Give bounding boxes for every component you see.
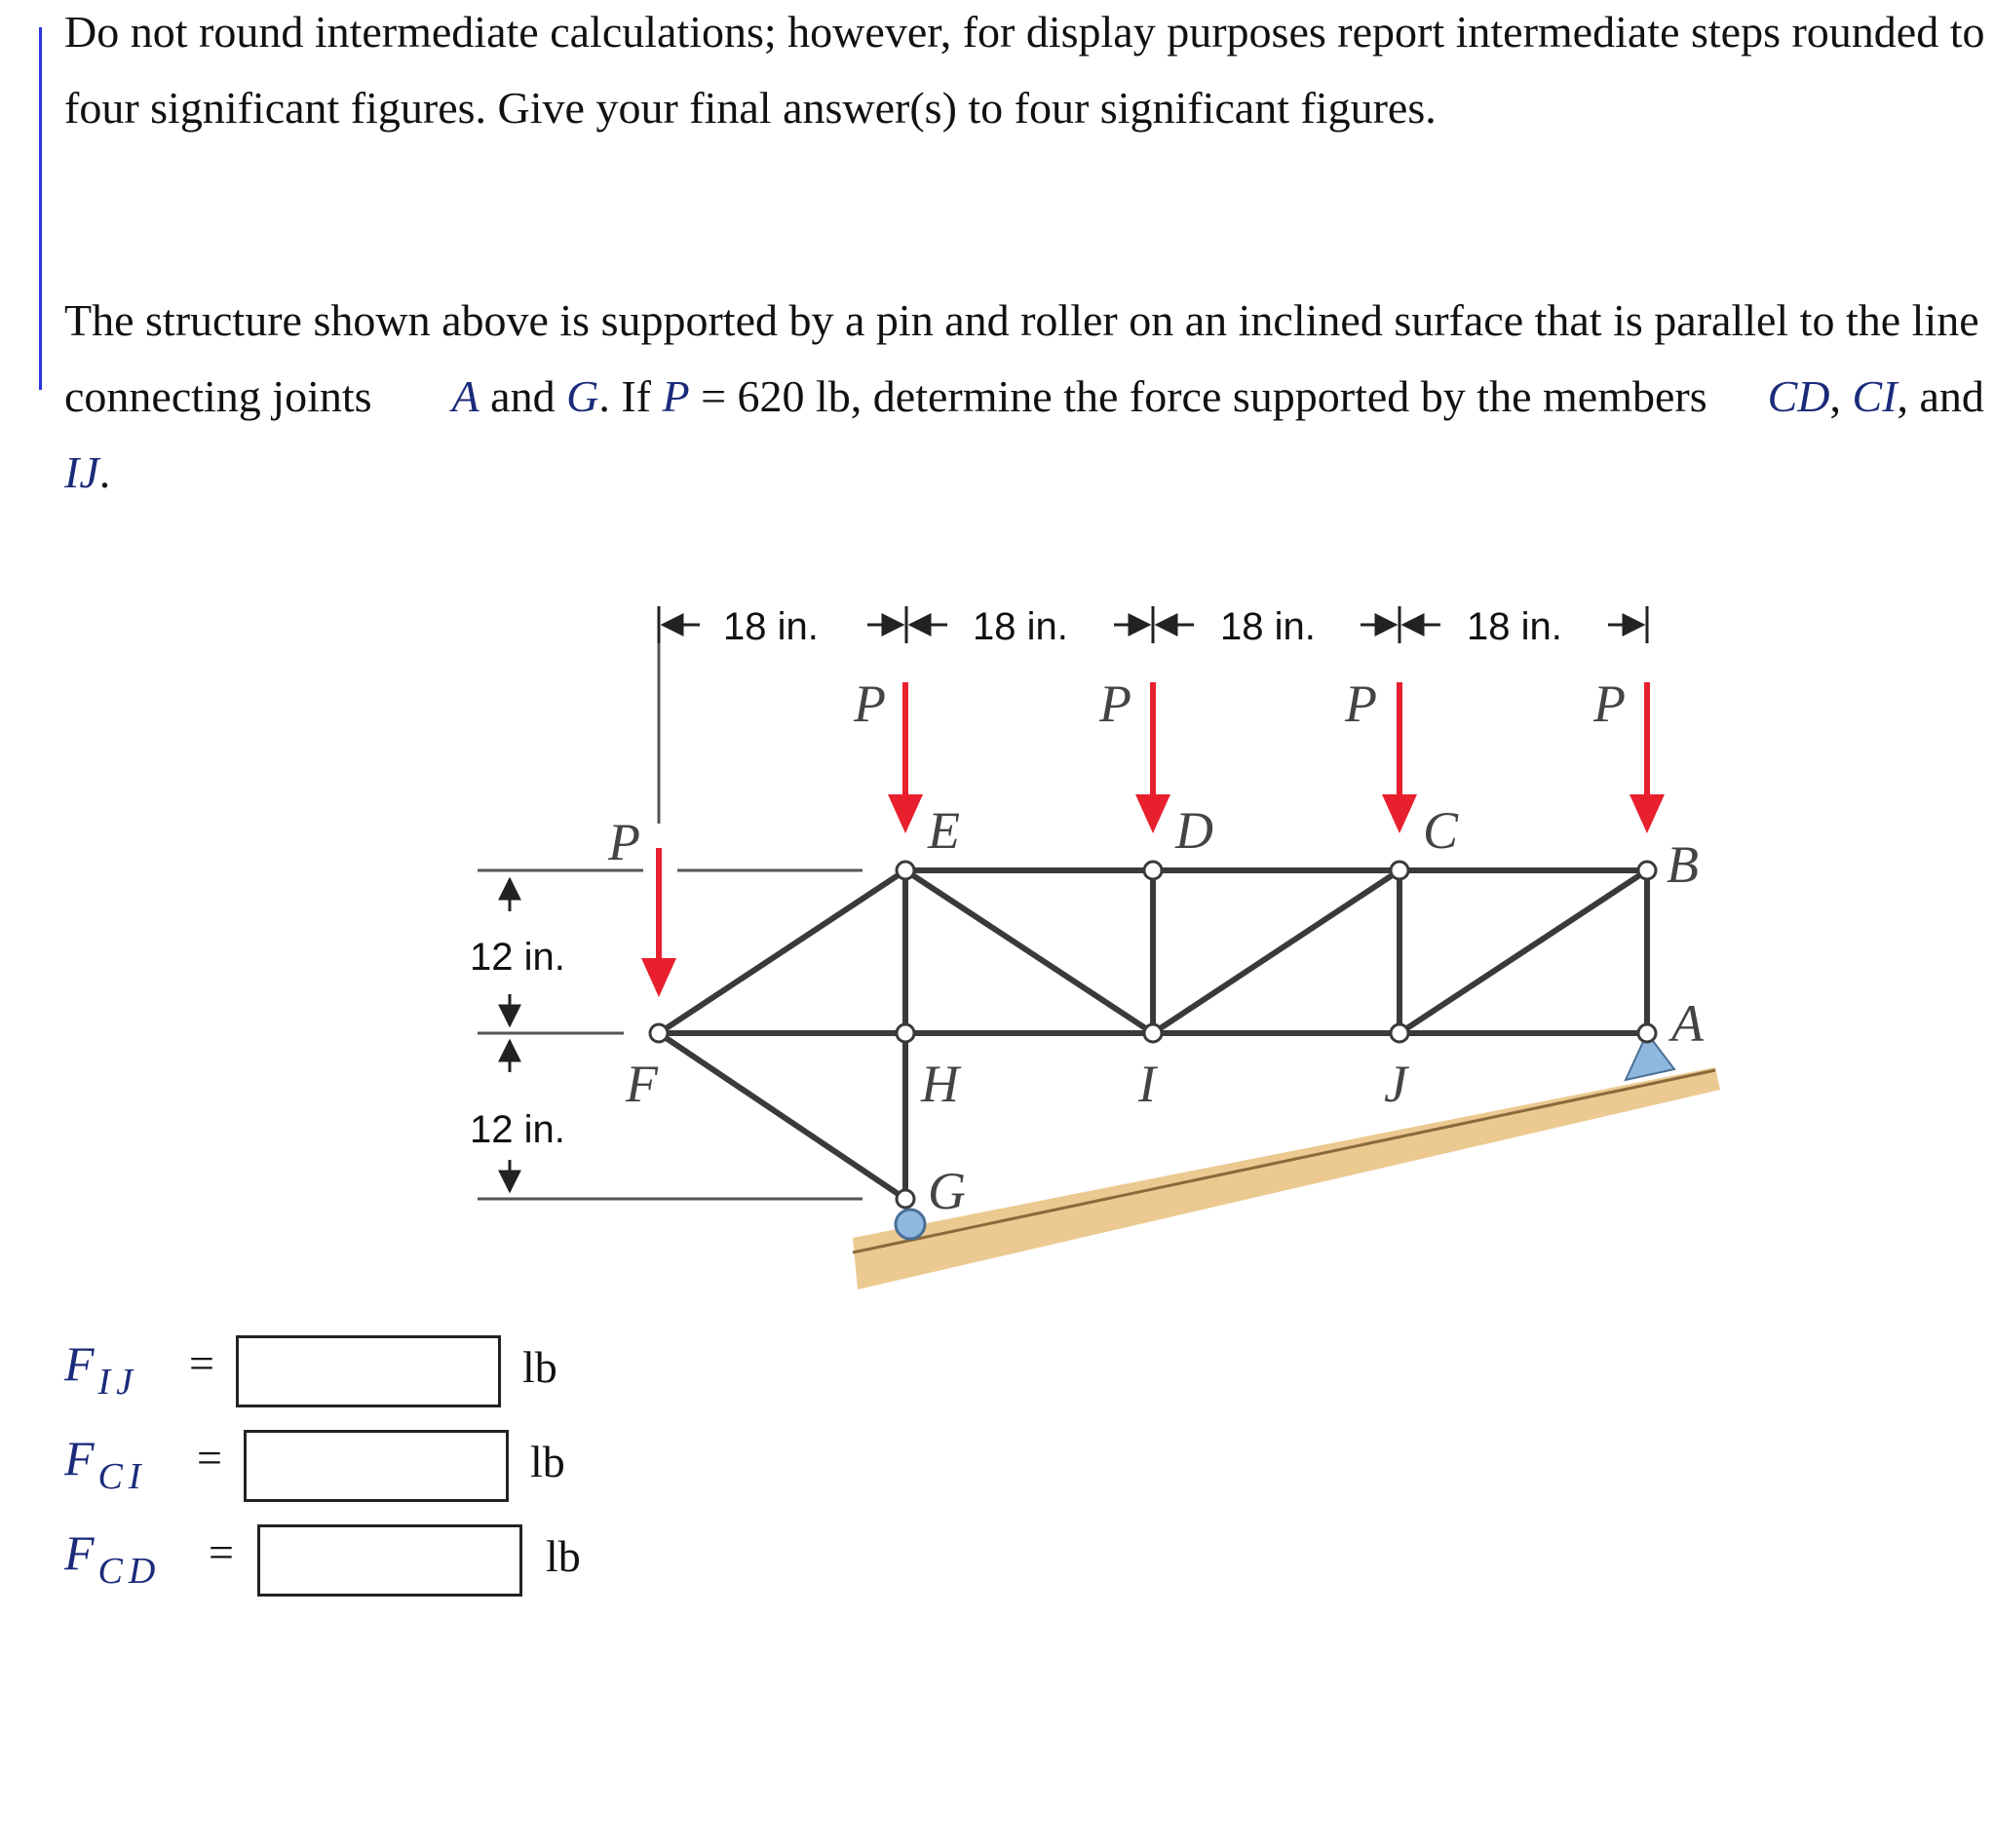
problem-text-2: . If <box>598 371 651 421</box>
joint-label-f: F <box>626 1055 658 1113</box>
fij-unit: lb <box>522 1342 557 1392</box>
fcd-label: F $_{CD}$ <box>64 1525 162 1592</box>
joint-label-c: C <box>1423 801 1459 860</box>
problem-and: and <box>490 371 556 421</box>
left-accent-bar <box>39 27 42 390</box>
problem-text-3: = 620 lb, determine the force supported by the members <box>701 371 1707 421</box>
load-p-label-b: P <box>1593 674 1626 733</box>
fcd-subscript: CD <box>97 1551 162 1592</box>
fcd-unit: lb <box>546 1531 581 1581</box>
dim-width-3-label: 18 in. <box>1220 605 1316 648</box>
member-ij-ref: IJ <box>64 447 99 497</box>
fci-unit: lb <box>530 1437 565 1486</box>
load-p-label-f: P <box>608 813 640 871</box>
load-p-label-c: P <box>1345 674 1377 733</box>
problem-end: . <box>98 447 111 497</box>
dim-height-1-label: 12 in. <box>470 936 565 979</box>
problem-statement <box>64 283 1989 511</box>
joint-label-h: H <box>921 1055 959 1113</box>
instructions-text: Do not round intermediate calculations; however, for display purposes report intermediate steps rounded to four significant figures. Give your final answer(s) to four significant figures. <box>64 7 1985 133</box>
joint-label-i: I <box>1138 1055 1156 1113</box>
load-p-label-d: P <box>1099 674 1131 733</box>
problem-text-1: The structure shown above is supported by a pin and roller on an inclined surface that is parallel to the line connecting joints <box>64 295 1979 421</box>
truss-diagram <box>429 575 1774 1316</box>
fij-label: F $_{IJ}$ <box>64 1336 139 1403</box>
problem-comma-1: , <box>1829 371 1842 421</box>
joint-label-j: J <box>1384 1055 1407 1113</box>
joint-label-b: B <box>1667 835 1699 894</box>
joint-label-e: E <box>928 801 960 860</box>
dim-width-1-label: 18 in. <box>723 605 819 648</box>
dim-width-4-label: 18 in. <box>1467 605 1562 648</box>
fci-equals: = <box>197 1433 222 1482</box>
load-p-label-e: P <box>854 674 886 733</box>
fci-subscript: CI <box>97 1456 147 1497</box>
problem-comma-2: , and <box>1897 371 1984 421</box>
fij-equals: = <box>189 1338 214 1388</box>
inclined-ground <box>853 1067 1720 1290</box>
fci-input[interactable] <box>244 1430 509 1502</box>
p-variable: P <box>662 371 690 421</box>
roller-support-g <box>896 1210 925 1239</box>
dim-height-2-label: 12 in. <box>470 1108 565 1151</box>
joint-label-d: D <box>1175 801 1213 860</box>
joint-a-ref: A <box>451 371 479 421</box>
fci-label: F $_{CI}$ <box>64 1431 147 1497</box>
fcd-equals: = <box>209 1527 234 1577</box>
fcd-input[interactable] <box>257 1524 522 1597</box>
member-ci-ref: CI <box>1852 371 1898 421</box>
joint-label-g: G <box>928 1162 966 1220</box>
member-cd-ref: CD <box>1767 371 1830 421</box>
ground-surface-line <box>853 1070 1715 1252</box>
joint-g-ref: G <box>566 371 599 421</box>
fij-subscript: IJ <box>97 1362 139 1403</box>
fij-input[interactable] <box>236 1335 501 1407</box>
dim-width-2-label: 18 in. <box>973 605 1068 648</box>
joint-label-a: A <box>1671 994 1704 1053</box>
